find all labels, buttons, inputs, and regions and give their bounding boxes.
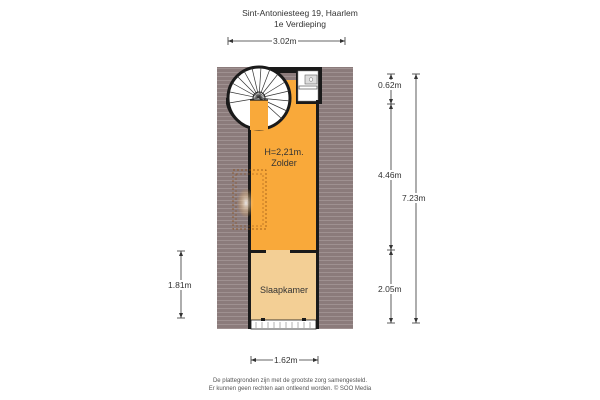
disclaimer-line-1: De plattegronden zijn met de grootste zorg samengesteld. — [212, 378, 368, 384]
dim-right-bottom-label: 2.05m — [378, 284, 402, 294]
zolder-label: Zolder — [271, 158, 297, 168]
dim-right-total-label: 7.23m — [402, 193, 426, 203]
slaapkamer-right-wall — [316, 253, 319, 329]
zolder-right-wall — [316, 100, 319, 252]
slaapkamer-label: Slaapkamer — [259, 285, 309, 295]
dim-right-middle-label: 4.46m — [378, 170, 402, 180]
disclaimer-line-2: Er kunnen geen rechten aan ontleend worden. © SOO Media — [208, 386, 372, 392]
dim-left-label: 1.81m — [168, 280, 192, 290]
bottom-window — [251, 320, 316, 329]
spiral-staircase-icon — [226, 67, 290, 130]
zolder-height-label: H=2,21m. — [264, 147, 304, 157]
dim-right-top-label: 0.62m — [378, 80, 402, 90]
floor-title: 1e Verdieping — [274, 19, 326, 29]
dim-width-top-label: 3.02m — [273, 36, 297, 46]
dim-width-bottom-label: 1.62m — [274, 355, 298, 365]
address-title: Sint-Antoniesteeg 19, Haarlem — [242, 8, 358, 18]
slaapkamer-left-wall — [248, 253, 251, 329]
